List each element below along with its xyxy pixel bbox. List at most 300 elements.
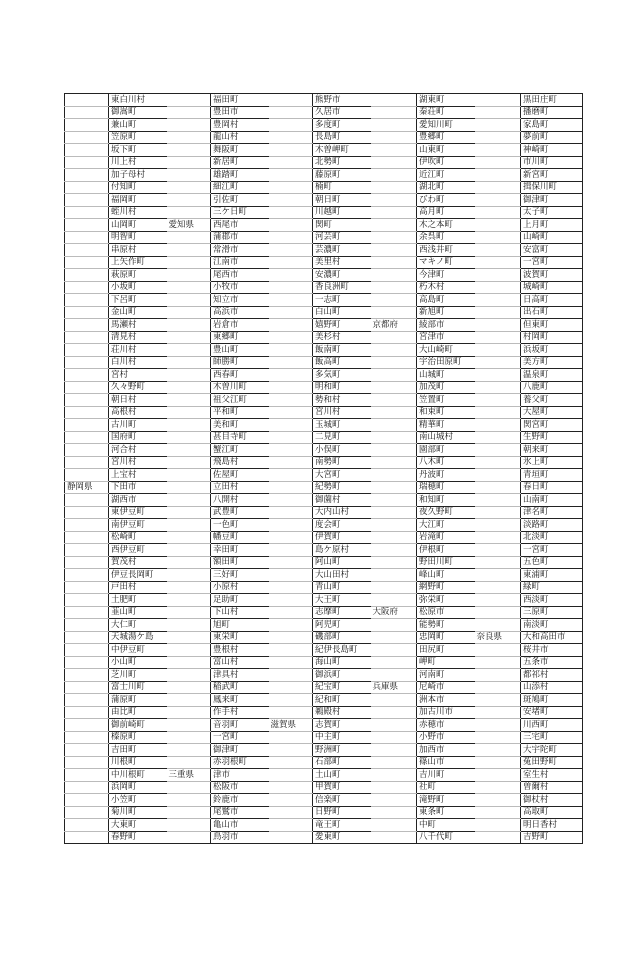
table-row [65, 831, 583, 844]
prefecture-cell [167, 94, 211, 107]
municipality-cell: 福田町 [211, 94, 269, 107]
table-row [65, 119, 583, 132]
table-row [65, 356, 583, 369]
municipality-cell: 木曽岬町 [313, 144, 371, 157]
prefecture-cell [475, 669, 521, 682]
prefecture-cell [371, 531, 417, 544]
table-row [65, 769, 583, 782]
municipality-cell: 朝来町 [521, 444, 583, 457]
table-row [65, 494, 583, 507]
prefecture-cell [167, 544, 211, 557]
municipality-cell: 湖北町 [417, 181, 475, 194]
prefecture-cell [269, 294, 313, 307]
municipality-cell: 津市 [211, 769, 269, 782]
municipality-cell: 南山城村 [417, 431, 475, 444]
prefecture-cell [475, 181, 521, 194]
prefecture-cell [475, 694, 521, 707]
prefecture-cell: 兵庫県 [371, 681, 417, 694]
municipality-cell: 伊豆長岡町 [109, 569, 167, 582]
table-row [65, 169, 583, 182]
prefecture-cell [371, 769, 417, 782]
municipality-cell: 高根村 [109, 406, 167, 419]
table-row [65, 656, 583, 669]
municipality-cell: 御杖村 [521, 794, 583, 807]
table-row [65, 756, 583, 769]
municipality-cell: 坂下町 [109, 144, 167, 157]
prefecture-cell [167, 131, 211, 144]
prefecture-cell [167, 756, 211, 769]
municipality-cell: 上矢作町 [109, 256, 167, 269]
municipality-cell: 野洲町 [313, 744, 371, 757]
prefecture-cell [167, 556, 211, 569]
municipality-cell: 日野町 [313, 806, 371, 819]
table-row [65, 369, 583, 382]
prefecture-cell [269, 519, 313, 532]
municipality-cell: 賀茂村 [109, 556, 167, 569]
prefecture-cell [371, 94, 417, 107]
prefecture-cell [167, 794, 211, 807]
municipality-cell: 馬瀬村 [109, 319, 167, 332]
prefecture-cell [167, 181, 211, 194]
prefecture-cell [371, 569, 417, 582]
prefecture-cell [269, 144, 313, 157]
municipality-cell: 小牧市 [211, 281, 269, 294]
municipality-cell: 中川根町 [109, 769, 167, 782]
prefecture-cell [269, 269, 313, 282]
municipality-cell: 下山村 [211, 606, 269, 619]
municipality-cell: 但東町 [521, 319, 583, 332]
prefecture-cell [371, 519, 417, 532]
municipality-cell: 高月町 [417, 206, 475, 219]
municipality-cell: 村岡町 [521, 331, 583, 344]
prefecture-cell [475, 569, 521, 582]
municipality-cell: 土肥町 [109, 594, 167, 607]
prefecture-cell [269, 219, 313, 232]
municipality-cell: 幸田町 [211, 544, 269, 557]
municipality-cell: 尾鷲市 [211, 806, 269, 819]
prefecture-cell [475, 544, 521, 557]
municipality-cell: 亀山市 [211, 819, 269, 832]
prefecture-cell [371, 219, 417, 232]
municipality-cell: 社町 [417, 781, 475, 794]
municipality-cell: 黒田庄町 [521, 94, 583, 107]
prefecture-cell [65, 531, 109, 544]
prefecture-cell: 奈良県 [475, 631, 521, 644]
municipality-cell: 五条市 [521, 656, 583, 669]
prefecture-cell [65, 719, 109, 732]
prefecture-cell [167, 306, 211, 319]
municipality-cell: 富山村 [211, 656, 269, 669]
table-row [65, 606, 583, 619]
municipality-cell: 洲本市 [417, 694, 475, 707]
prefecture-cell [167, 106, 211, 119]
municipality-cell: 清見村 [109, 331, 167, 344]
prefecture-cell [475, 619, 521, 632]
municipality-cell: 山東町 [417, 144, 475, 157]
prefecture-cell [167, 681, 211, 694]
municipality-cell: 愛東町 [313, 831, 371, 844]
table-row [65, 556, 583, 569]
municipality-cell: 松阪市 [211, 781, 269, 794]
prefecture-cell [371, 506, 417, 519]
municipality-cell: 祖父江町 [211, 394, 269, 407]
prefecture-cell [65, 256, 109, 269]
municipality-cell: 朝日町 [313, 194, 371, 207]
table-row [65, 681, 583, 694]
prefecture-cell [475, 119, 521, 132]
prefecture-cell [65, 656, 109, 669]
municipality-cell: 白山町 [313, 306, 371, 319]
prefecture-cell [475, 644, 521, 657]
prefecture-cell [269, 669, 313, 682]
prefecture-cell [65, 394, 109, 407]
municipality-cell: 兼山町 [109, 119, 167, 132]
prefecture-cell [475, 656, 521, 669]
municipality-cell: 上宝村 [109, 469, 167, 482]
prefecture-cell [371, 169, 417, 182]
prefecture-cell [167, 319, 211, 332]
municipality-cell: 引佐町 [211, 194, 269, 207]
municipality-cell: 今津町 [417, 269, 475, 282]
municipality-cell: 湖東町 [417, 94, 475, 107]
municipality-cell: 春野町 [109, 831, 167, 844]
municipality-cell: 吉田町 [109, 744, 167, 757]
prefecture-cell [371, 806, 417, 819]
prefecture-cell [167, 344, 211, 357]
municipality-cell: 東郷町 [211, 331, 269, 344]
prefecture-cell [167, 356, 211, 369]
prefecture-cell [371, 819, 417, 832]
municipality-cell: 吉野町 [521, 831, 583, 844]
municipality-cell: 湖西市 [109, 494, 167, 507]
municipality-cell: 榛原町 [109, 731, 167, 744]
prefecture-cell [269, 581, 313, 594]
municipality-cell: 夜久野町 [417, 506, 475, 519]
municipality-cell: 加茂町 [417, 381, 475, 394]
municipality-cell: 山添村 [521, 681, 583, 694]
municipality-cell: 久居市 [313, 106, 371, 119]
municipality-cell: 神崎町 [521, 144, 583, 157]
municipality-cell: 田尻町 [417, 644, 475, 657]
prefecture-cell [269, 506, 313, 519]
table-row [65, 531, 583, 544]
table-body [65, 94, 583, 844]
table-row [65, 294, 583, 307]
prefecture-cell [65, 781, 109, 794]
prefecture-cell [167, 444, 211, 457]
prefecture-cell [269, 731, 313, 744]
prefecture-cell [167, 806, 211, 819]
prefecture-cell [167, 469, 211, 482]
municipality-cell: 豊山町 [211, 344, 269, 357]
municipality-cell: 岬町 [417, 656, 475, 669]
prefecture-cell [475, 731, 521, 744]
prefecture-cell [475, 681, 521, 694]
municipality-cell: 鈴鹿市 [211, 794, 269, 807]
prefecture-cell [269, 806, 313, 819]
municipality-cell: 宮村 [109, 369, 167, 382]
prefecture-cell [371, 719, 417, 732]
municipality-cell: 豊根村 [211, 644, 269, 657]
prefecture-cell [65, 756, 109, 769]
municipality-cell: 東条町 [417, 806, 475, 819]
prefecture-cell [269, 394, 313, 407]
prefecture-cell [371, 381, 417, 394]
municipality-cell: 御津町 [211, 744, 269, 757]
municipality-cell: 和束町 [417, 406, 475, 419]
prefecture-cell [167, 419, 211, 432]
table-row [65, 644, 583, 657]
prefecture-cell [167, 231, 211, 244]
municipality-cell: 木曽川町 [211, 381, 269, 394]
prefecture-cell [65, 381, 109, 394]
prefecture-cell [475, 156, 521, 169]
prefecture-cell [371, 281, 417, 294]
municipality-cell: 一志町 [313, 294, 371, 307]
prefecture-cell [475, 781, 521, 794]
prefecture-cell [371, 369, 417, 382]
municipality-cell: 日高町 [521, 294, 583, 307]
table-row [65, 106, 583, 119]
municipality-cell: 三原町 [521, 606, 583, 619]
municipality-cell: 中主町 [313, 731, 371, 744]
prefecture-cell [475, 494, 521, 507]
prefecture-cell [269, 106, 313, 119]
municipality-cell: 芸濃町 [313, 244, 371, 257]
prefecture-cell [269, 631, 313, 644]
prefecture-cell [269, 744, 313, 757]
municipality-cell: 安濃町 [313, 269, 371, 282]
prefecture-cell [475, 469, 521, 482]
prefecture-cell [475, 169, 521, 182]
prefecture-cell [269, 794, 313, 807]
prefecture-cell [371, 431, 417, 444]
municipality-cell: 飯高町 [313, 356, 371, 369]
prefecture-cell [167, 831, 211, 844]
municipality-cell: 桜井市 [521, 644, 583, 657]
municipality-cell: 菊川町 [109, 806, 167, 819]
table-row [65, 381, 583, 394]
prefecture-cell [167, 594, 211, 607]
prefecture-cell [65, 119, 109, 132]
table-row [65, 256, 583, 269]
municipality-cell: 八開村 [211, 494, 269, 507]
prefecture-cell [269, 569, 313, 582]
municipality-cell: 五色町 [521, 556, 583, 569]
municipality-cell: 余呉町 [417, 231, 475, 244]
prefecture-cell: 京都府 [371, 319, 417, 332]
municipality-cell: 西浅井町 [417, 244, 475, 257]
municipality-cell: 笠置町 [417, 394, 475, 407]
municipality-cell: 紀勢町 [313, 481, 371, 494]
prefecture-cell [65, 819, 109, 832]
municipality-cell: 玉城町 [313, 419, 371, 432]
municipality-cell: 勢和村 [313, 394, 371, 407]
prefecture-cell [167, 456, 211, 469]
prefecture-cell [475, 531, 521, 544]
prefecture-cell [65, 269, 109, 282]
prefecture-cell [269, 131, 313, 144]
prefecture-cell [65, 194, 109, 207]
prefecture-cell [65, 769, 109, 782]
prefecture-cell [371, 594, 417, 607]
table-row [65, 431, 583, 444]
municipality-cell: 豊岡村 [211, 119, 269, 132]
municipality-cell: 川上村 [109, 156, 167, 169]
municipality-cell: 信楽町 [313, 794, 371, 807]
prefecture-cell [167, 531, 211, 544]
table-row [65, 94, 583, 107]
prefecture-cell [371, 694, 417, 707]
table-row [65, 344, 583, 357]
prefecture-cell [167, 244, 211, 257]
municipality-cell: 大内山村 [313, 506, 371, 519]
prefecture-cell [269, 469, 313, 482]
table-row [65, 219, 583, 232]
municipality-cell: 高島町 [417, 294, 475, 307]
municipality-cell: 精華町 [417, 419, 475, 432]
municipality-cell: 川根町 [109, 756, 167, 769]
table-row [65, 194, 583, 207]
prefecture-cell [475, 519, 521, 532]
municipality-cell: 大山田村 [313, 569, 371, 582]
prefecture-cell [65, 281, 109, 294]
municipality-cell: 雄踏町 [211, 169, 269, 182]
prefecture-cell [371, 256, 417, 269]
municipality-cell: 松原市 [417, 606, 475, 619]
prefecture-cell [167, 581, 211, 594]
prefecture-cell [475, 369, 521, 382]
table-row [65, 719, 583, 732]
municipality-cell: 明智町 [109, 231, 167, 244]
prefecture-cell [269, 481, 313, 494]
municipality-cell: 河合村 [109, 444, 167, 457]
municipality-cell: 揖保川町 [521, 181, 583, 194]
prefecture-cell [65, 519, 109, 532]
prefecture-cell [371, 656, 417, 669]
municipality-cell: 赤穂市 [417, 719, 475, 732]
prefecture-cell [475, 194, 521, 207]
municipality-cell: 津具村 [211, 669, 269, 682]
prefecture-cell [269, 769, 313, 782]
prefecture-cell [475, 269, 521, 282]
prefecture-cell: 三重県 [167, 769, 211, 782]
prefecture-cell [371, 181, 417, 194]
municipality-cell: 山岡町 [109, 219, 167, 232]
prefecture-cell: 静岡県 [65, 481, 109, 494]
table-row [65, 131, 583, 144]
municipality-cell: 志賀町 [313, 719, 371, 732]
municipality-cell: 阿山町 [313, 556, 371, 569]
table-row [65, 469, 583, 482]
municipality-cell: 西春町 [211, 369, 269, 382]
prefecture-cell [65, 556, 109, 569]
prefecture-cell [269, 694, 313, 707]
prefecture-cell [475, 94, 521, 107]
prefecture-cell [167, 169, 211, 182]
prefecture-cell [475, 719, 521, 732]
municipality-cell: 鳳来町 [211, 694, 269, 707]
table-row [65, 181, 583, 194]
prefecture-cell [371, 106, 417, 119]
prefecture-cell [167, 294, 211, 307]
municipality-cell: 飯南町 [313, 344, 371, 357]
prefecture-cell [371, 269, 417, 282]
municipality-cell: 一宮町 [211, 731, 269, 744]
prefecture-cell [65, 444, 109, 457]
municipality-cell: 美和町 [211, 419, 269, 432]
municipality-cell: 三宅町 [521, 731, 583, 744]
table-row [65, 269, 583, 282]
municipality-cell: 朽木村 [417, 281, 475, 294]
prefecture-cell [475, 131, 521, 144]
prefecture-cell [167, 606, 211, 619]
municipality-cell: 綾部市 [417, 319, 475, 332]
municipality-cell: 二見町 [313, 431, 371, 444]
municipality-cell: 伊根町 [417, 544, 475, 557]
municipality-cell: 芝川町 [109, 669, 167, 682]
prefecture-cell [65, 644, 109, 657]
municipality-cell: 高浜市 [211, 306, 269, 319]
municipality-cell: 串原村 [109, 244, 167, 257]
municipality-cell: 西伊豆町 [109, 544, 167, 557]
municipality-cell: 高取町 [521, 806, 583, 819]
prefecture-cell [167, 156, 211, 169]
municipality-cell: 磯部町 [313, 631, 371, 644]
municipality-cell: 蒲郡市 [211, 231, 269, 244]
prefecture-cell [269, 169, 313, 182]
municipality-cell: 楠町 [313, 181, 371, 194]
prefecture-cell [65, 94, 109, 107]
prefecture-cell [65, 344, 109, 357]
prefecture-cell [65, 544, 109, 557]
prefecture-cell [269, 656, 313, 669]
prefecture-cell [65, 469, 109, 482]
prefecture-cell [269, 119, 313, 132]
prefecture-cell [65, 744, 109, 757]
municipality-cell: 大王町 [313, 594, 371, 607]
prefecture-cell [475, 144, 521, 157]
municipality-cell: 江南市 [211, 256, 269, 269]
municipality-cell: 福岡町 [109, 194, 167, 207]
prefecture-cell [475, 506, 521, 519]
municipality-cell: 明日香村 [521, 819, 583, 832]
municipality-cell: 小山町 [109, 656, 167, 669]
prefecture-cell [167, 744, 211, 757]
prefecture-cell [65, 131, 109, 144]
prefecture-cell [269, 456, 313, 469]
prefecture-cell [475, 581, 521, 594]
municipality-cell: 菟田野町 [521, 756, 583, 769]
prefecture-cell [269, 256, 313, 269]
table-row [65, 631, 583, 644]
municipality-cell: 知立市 [211, 294, 269, 307]
municipality-cell: 美杉村 [313, 331, 371, 344]
table-row [65, 406, 583, 419]
prefecture-cell [167, 206, 211, 219]
prefecture-cell [475, 769, 521, 782]
municipality-cell: 三ケ日町 [211, 206, 269, 219]
municipality-cell: 小坂町 [109, 281, 167, 294]
table-row [65, 694, 583, 707]
municipality-cell: 甲賀町 [313, 781, 371, 794]
municipality-cell: 北勢町 [313, 156, 371, 169]
prefecture-cell [65, 681, 109, 694]
prefecture-cell [167, 269, 211, 282]
municipality-cell: 忠岡町 [417, 631, 475, 644]
municipality-cell: 岩滝町 [417, 531, 475, 544]
prefecture-cell [371, 156, 417, 169]
